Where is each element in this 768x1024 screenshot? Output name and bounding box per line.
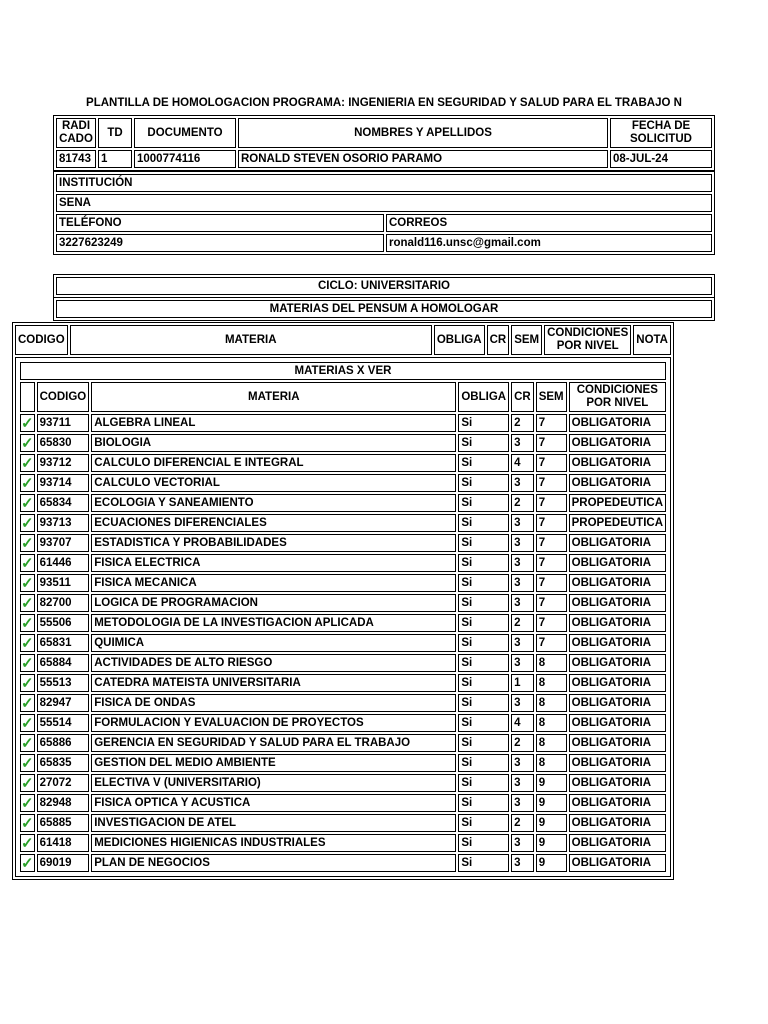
cell-cond: OBLIGATORIA: [569, 714, 666, 732]
cell-cr: 3: [511, 834, 534, 852]
check-icon: ✓: [21, 434, 34, 452]
check-icon: ✓: [21, 734, 34, 752]
sub-col-sem: SEM: [536, 382, 567, 412]
correo-value: ronald116.unsc@gmail.com: [386, 234, 712, 252]
cell-cr: 3: [511, 794, 534, 812]
cell-codigo: 93713: [37, 514, 90, 532]
check-icon: ✓: [21, 754, 34, 772]
cell-sem: 7: [536, 614, 567, 632]
cell-sem: 8: [536, 734, 567, 752]
cell-obliga: Si: [458, 774, 509, 792]
table-row: [20, 434, 666, 452]
col-nota: NOTA: [633, 325, 671, 355]
cell-codigo: 65885: [37, 814, 90, 832]
cell-cond: OBLIGATORIA: [569, 834, 666, 852]
cell-materia: FISICA DE ONDAS: [91, 694, 456, 712]
cell-cr: 2: [511, 734, 534, 752]
cell-sem: 8: [536, 714, 567, 732]
cell-cr: 3: [511, 754, 534, 772]
cell-codigo: 65831: [37, 634, 90, 652]
table-row: [20, 674, 666, 692]
cell-sem: 8: [536, 694, 567, 712]
cell-sem: 7: [536, 594, 567, 612]
cell-cond: OBLIGATORIA: [569, 674, 666, 692]
cell-cond: OBLIGATORIA: [569, 574, 666, 592]
table-row: [20, 514, 666, 532]
table-row: [20, 614, 666, 632]
cell-cr: 3: [511, 854, 534, 872]
fecha-value: 08-JUL-24: [610, 150, 712, 168]
cell-cr: 3: [511, 694, 534, 712]
cell-materia: ECUACIONES DIFERENCIALES: [91, 514, 456, 532]
cell-materia: CALCULO DIFERENCIAL E INTEGRAL: [91, 454, 456, 472]
institution-table: [53, 171, 715, 255]
col-codigo: CODIGO: [15, 325, 68, 355]
cell-sem: 9: [536, 814, 567, 832]
check-icon: ✓: [21, 714, 34, 732]
cell-cr: 2: [511, 494, 534, 512]
cell-codigo: 27072: [37, 774, 90, 792]
cell-materia: BIOLOGIA: [91, 434, 456, 452]
materias-x-ver-table: [18, 360, 668, 874]
check-icon: ✓: [21, 574, 34, 592]
cell-codigo: 65835: [37, 754, 90, 772]
table-row: [20, 694, 666, 712]
cell-materia: CALCULO VECTORIAL: [91, 474, 456, 492]
cell-obliga: Si: [458, 834, 509, 852]
cell-codigo: 61418: [37, 834, 90, 852]
cell-cond: PROPEDEUTICA: [569, 494, 666, 512]
cell-obliga: Si: [458, 734, 509, 752]
table-row: [20, 854, 666, 872]
cell-sem: 8: [536, 654, 567, 672]
cell-materia: INVESTIGACION DE ATEL: [91, 814, 456, 832]
cell-obliga: Si: [458, 614, 509, 632]
sub-col-obliga: OBLIGA: [458, 382, 509, 412]
cell-codigo: 61446: [37, 554, 90, 572]
check-icon: ✓: [21, 794, 34, 812]
institucion-value: SENA: [56, 194, 712, 212]
sub-columns-row: [20, 382, 666, 412]
cell-cond: OBLIGATORIA: [569, 814, 666, 832]
cell-cr: 1: [511, 674, 534, 692]
sub-col-materia: MATERIA: [91, 382, 456, 412]
table-row: [20, 774, 666, 792]
correos-label: CORREOS: [386, 214, 712, 232]
cell-cr: 3: [511, 474, 534, 492]
cell-materia: FISICA ELECTRICA: [91, 554, 456, 572]
nombres-value: RONALD STEVEN OSORIO PARAMO: [238, 150, 608, 168]
cell-cond: OBLIGATORIA: [569, 454, 666, 472]
cell-cr: 3: [511, 554, 534, 572]
cell-cr: 2: [511, 414, 534, 432]
cell-cond: OBLIGATORIA: [569, 634, 666, 652]
col-cr: CR: [487, 325, 510, 355]
cell-codigo: 65830: [37, 434, 90, 452]
check-icon: ✓: [21, 534, 34, 552]
cell-obliga: Si: [458, 854, 509, 872]
check-icon: ✓: [21, 454, 34, 472]
cell-sem: 7: [536, 474, 567, 492]
table-row: [20, 494, 666, 512]
cell-codigo: 69019: [37, 854, 90, 872]
cell-obliga: Si: [458, 674, 509, 692]
check-icon: ✓: [21, 474, 34, 492]
table-row: [20, 834, 666, 852]
cell-cond: OBLIGATORIA: [569, 554, 666, 572]
cell-sem: 8: [536, 754, 567, 772]
cell-cond: PROPEDEUTICA: [569, 514, 666, 532]
table-row: [20, 654, 666, 672]
fecha-label: FECHA DE SOLICITUD: [610, 118, 712, 148]
cell-cond: OBLIGATORIA: [569, 654, 666, 672]
documento-value: 1000774116: [134, 150, 236, 168]
cell-sem: 7: [536, 514, 567, 532]
td-value: 1: [98, 150, 132, 168]
cell-materia: METODOLOGIA DE LA INVESTIGACION APLICADA: [91, 614, 456, 632]
cell-cond: OBLIGATORIA: [569, 734, 666, 752]
radicado-value: 81743: [56, 150, 96, 168]
cell-obliga: Si: [458, 594, 509, 612]
cell-codigo: 65886: [37, 734, 90, 752]
cell-sem: 7: [536, 534, 567, 552]
cell-cond: OBLIGATORIA: [569, 794, 666, 812]
check-icon: ✓: [21, 634, 34, 652]
col-sem: SEM: [511, 325, 542, 355]
table-row: [20, 814, 666, 832]
cell-obliga: Si: [458, 754, 509, 772]
cell-codigo: 65834: [37, 494, 90, 512]
cell-cr: 3: [511, 574, 534, 592]
ciclo-label: CICLO: UNIVERSITARIO: [56, 277, 712, 295]
check-icon: ✓: [21, 554, 34, 572]
cell-cr: 4: [511, 714, 534, 732]
cell-codigo: 55506: [37, 614, 90, 632]
col-condiciones: CONDICIONES POR NIVEL: [544, 325, 631, 355]
cell-codigo: 93707: [37, 534, 90, 552]
cell-sem: 7: [536, 494, 567, 512]
subjects-table: [12, 322, 674, 880]
cell-sem: 7: [536, 554, 567, 572]
cell-obliga: Si: [458, 654, 509, 672]
cell-cr: 4: [511, 454, 534, 472]
cell-codigo: 82947: [37, 694, 90, 712]
table-row: [20, 474, 666, 492]
cell-cond: OBLIGATORIA: [569, 754, 666, 772]
cell-materia: MEDICIONES HIGIENICAS INDUSTRIALES: [91, 834, 456, 852]
cell-materia: GESTION DEL MEDIO AMBIENTE: [91, 754, 456, 772]
cell-codigo: 93511: [37, 574, 90, 592]
cell-materia: GERENCIA EN SEGURIDAD Y SALUD PARA EL TRABAJO: [91, 734, 456, 752]
table-row: [20, 574, 666, 592]
table-row: [20, 454, 666, 472]
check-icon: ✓: [21, 654, 34, 672]
check-icon: ✓: [21, 854, 34, 872]
cell-obliga: Si: [458, 474, 509, 492]
cell-sem: 7: [536, 434, 567, 452]
check-icon: ✓: [21, 694, 34, 712]
cell-cond: OBLIGATORIA: [569, 414, 666, 432]
table-row: [20, 594, 666, 612]
cell-obliga: Si: [458, 814, 509, 832]
cell-cr: 3: [511, 534, 534, 552]
materias-title-table: [53, 297, 715, 321]
section-container: [15, 357, 671, 877]
table-row: [20, 414, 666, 432]
cell-codigo: 55514: [37, 714, 90, 732]
check-icon: ✓: [21, 614, 34, 632]
cell-cond: OBLIGATORIA: [569, 474, 666, 492]
cell-materia: FISICA OPTICA Y ACUSTICA: [91, 794, 456, 812]
cell-obliga: Si: [458, 454, 509, 472]
cell-cond: OBLIGATORIA: [569, 434, 666, 452]
cell-obliga: Si: [458, 794, 509, 812]
cell-obliga: Si: [458, 434, 509, 452]
telefono-value: 3227623249: [56, 234, 384, 252]
col-materia: MATERIA: [70, 325, 432, 355]
cell-materia: FISICA MECANICA: [91, 574, 456, 592]
cell-cond: OBLIGATORIA: [569, 854, 666, 872]
cell-sem: 7: [536, 574, 567, 592]
telefono-label: TELÉFONO: [56, 214, 384, 232]
cell-materia: ESTADISTICA Y PROBABILIDADES: [91, 534, 456, 552]
cell-cond: OBLIGATORIA: [569, 694, 666, 712]
cell-cr: 3: [511, 634, 534, 652]
main-columns-row: [15, 325, 671, 355]
check-icon: ✓: [21, 514, 34, 532]
table-row: [20, 754, 666, 772]
materias-title: MATERIAS DEL PENSUM A HOMOLOGAR: [56, 300, 712, 318]
cell-sem: 9: [536, 834, 567, 852]
cell-cond: OBLIGATORIA: [569, 534, 666, 552]
check-icon: ✓: [21, 494, 34, 512]
documento-label: DOCUMENTO: [134, 118, 236, 148]
cell-materia: QUIMICA: [91, 634, 456, 652]
cell-codigo: 65884: [37, 654, 90, 672]
sub-col-condiciones: CONDICIONES POR NIVEL: [569, 382, 666, 412]
cell-obliga: Si: [458, 574, 509, 592]
cell-cr: 2: [511, 614, 534, 632]
cell-obliga: Si: [458, 694, 509, 712]
header-labels-row: [56, 118, 712, 148]
table-row: [20, 534, 666, 552]
check-icon: ✓: [21, 834, 34, 852]
cell-materia: ECOLOGIA Y SANEAMIENTO: [91, 494, 456, 512]
header-values-row: [56, 150, 712, 168]
cell-obliga: Si: [458, 414, 509, 432]
cell-codigo: 82700: [37, 594, 90, 612]
cell-cr: 3: [511, 434, 534, 452]
cell-materia: LOGICA DE PROGRAMACION: [91, 594, 456, 612]
cell-sem: 9: [536, 854, 567, 872]
col-check: [20, 382, 35, 412]
cell-cr: 3: [511, 774, 534, 792]
cell-materia: PLAN DE NEGOCIOS: [91, 854, 456, 872]
cell-cr: 2: [511, 814, 534, 832]
cell-materia: CATEDRA MATEISTA UNIVERSITARIA: [91, 674, 456, 692]
cell-cond: OBLIGATORIA: [569, 774, 666, 792]
table-row: [20, 734, 666, 752]
cell-materia: ELECTIVA V (UNIVERSITARIO): [91, 774, 456, 792]
cell-cond: OBLIGATORIA: [569, 594, 666, 612]
subject-rows: [20, 414, 666, 872]
radicado-label: RADI CADO: [56, 118, 96, 148]
cell-sem: 8: [536, 674, 567, 692]
cell-obliga: Si: [458, 534, 509, 552]
cell-obliga: Si: [458, 634, 509, 652]
cell-sem: 7: [536, 454, 567, 472]
cell-cr: 3: [511, 594, 534, 612]
table-row: [20, 794, 666, 812]
cell-cr: 3: [511, 654, 534, 672]
check-icon: ✓: [21, 594, 34, 612]
cell-codigo: 93711: [37, 414, 90, 432]
cell-cr: 3: [511, 514, 534, 532]
cell-sem: 9: [536, 774, 567, 792]
cell-codigo: 55513: [37, 674, 90, 692]
table-row: [20, 554, 666, 572]
cell-codigo: 93714: [37, 474, 90, 492]
table-row: [20, 634, 666, 652]
check-icon: ✓: [21, 674, 34, 692]
check-icon: ✓: [21, 414, 34, 432]
applicant-header-table: [53, 115, 715, 171]
cell-obliga: Si: [458, 714, 509, 732]
check-icon: ✓: [21, 814, 34, 832]
td-label: TD: [98, 118, 132, 148]
cell-obliga: Si: [458, 514, 509, 532]
institucion-label: INSTITUCIÓN: [56, 174, 712, 192]
section-title: MATERIAS X VER: [20, 362, 666, 380]
page-title: PLANTILLA DE HOMOLOGACION PROGRAMA: INGENIERIA EN SEGURIDAD Y SALUD PARA EL TRABAJO N: [86, 97, 682, 109]
cell-obliga: Si: [458, 494, 509, 512]
cell-sem: 7: [536, 634, 567, 652]
cell-materia: ALGEBRA LINEAL: [91, 414, 456, 432]
nombres-label: NOMBRES Y APELLIDOS: [238, 118, 608, 148]
cell-sem: 9: [536, 794, 567, 812]
cell-obliga: Si: [458, 554, 509, 572]
cell-materia: FORMULACION Y EVALUACION DE PROYECTOS: [91, 714, 456, 732]
cell-sem: 7: [536, 414, 567, 432]
cell-cond: OBLIGATORIA: [569, 614, 666, 632]
col-obliga: OBLIGA: [434, 325, 485, 355]
cell-codigo: 82948: [37, 794, 90, 812]
ciclo-table: [53, 274, 715, 298]
table-row: [20, 714, 666, 732]
check-icon: ✓: [21, 774, 34, 792]
sub-col-codigo: CODIGO: [37, 382, 90, 412]
cell-materia: ACTIVIDADES DE ALTO RIESGO: [91, 654, 456, 672]
sub-col-cr: CR: [511, 382, 534, 412]
cell-codigo: 93712: [37, 454, 90, 472]
